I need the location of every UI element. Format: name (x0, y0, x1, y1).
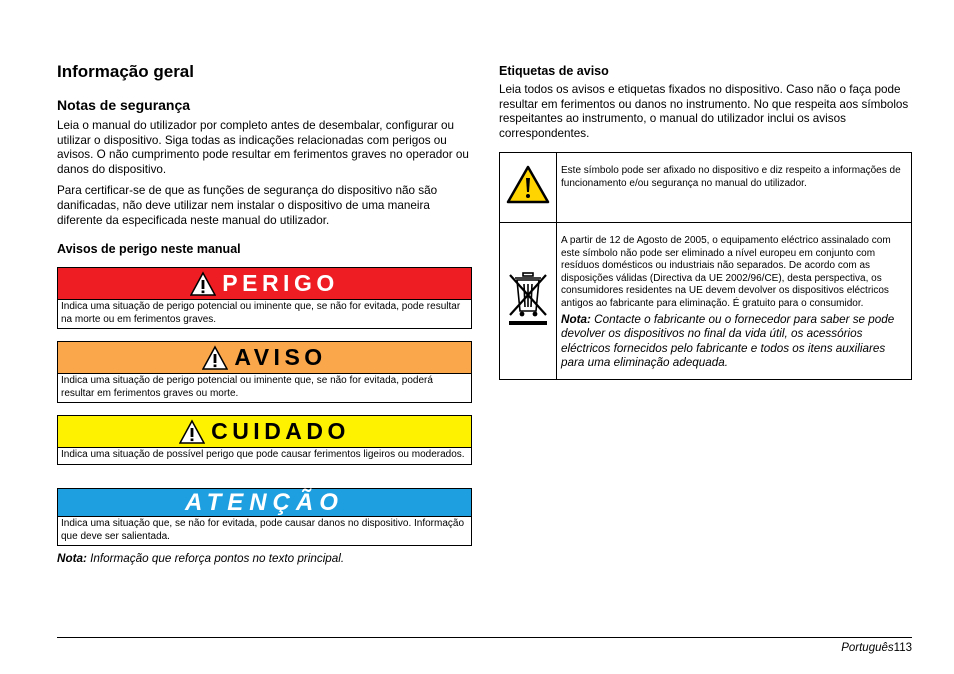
warning-label: AVISO (234, 344, 327, 370)
note (57, 552, 344, 565)
warning-triangle-icon (506, 165, 550, 205)
notice-label: ATENÇÃO (185, 488, 344, 516)
danger-banner (58, 268, 471, 300)
hazard-box-danger (57, 267, 472, 329)
table-row (500, 153, 912, 223)
notice-description: Indica uma situação que, se não for evitada, pode causar danos no dispositivo. Informação que deve ser salientada. (61, 518, 465, 542)
right-column (499, 64, 912, 141)
notice-banner (58, 489, 471, 517)
section-title: Informação geral (57, 62, 194, 81)
warning-triangle-icon (190, 271, 216, 297)
caution-label: CUIDADO (211, 418, 350, 444)
warning-description: Indica uma situação de perigo potencial ou iminente que, se não for evitada, poderá resultar em ferimentos graves ou morte. (61, 375, 433, 399)
weee-crossed-bin-icon (505, 269, 551, 329)
icon-cell (500, 153, 557, 223)
danger-description: Indica uma situação de perigo potencial ou iminente que, se não for evitada, pode resultar na morte ou em ferimentos graves. (61, 301, 461, 325)
left-column (57, 62, 472, 257)
weee-note (561, 313, 907, 371)
icon-cell (500, 223, 557, 380)
table-cell-text (557, 223, 912, 380)
note-label: Nota: (57, 552, 87, 565)
warning-labels-paragraph: Leia todos os avisos e etiquetas fixados no dispositivo. Caso não o faça pode resultar em ferimentos ou danos no instrumento. No que respeita aos símbolos respeitantes ao instrumento, o manual do utilizador inclui os avisos correspondentes. (499, 83, 909, 140)
note-text: Informação que reforça pontos no texto principal. (90, 552, 345, 565)
hazard-notices-title: Avisos de perigo neste manual (57, 242, 241, 257)
table-row (500, 223, 912, 380)
hazard-box-caution (57, 415, 472, 465)
page-number: 113 (893, 642, 912, 654)
table-cell-text: Este símbolo pode ser afixado no dispositivo e diz respeito a informações de funcionamento e/ou segurança no manual do utilizador. (557, 153, 912, 223)
warning-triangle-icon (202, 345, 228, 371)
caution-banner (58, 416, 471, 448)
warning-labels-title: Etiquetas de aviso (499, 64, 609, 78)
page-footer (841, 642, 912, 654)
weee-note-text: Contacte o fabricante ou o fornecedor para saber se pode devolver os dispositivos no final da vida útil, os acessórios eléctricos fornecidos pelo fabricante e todos os itens auxiliares para uma eliminação adequada. (561, 312, 895, 370)
warning-triangle-icon (179, 419, 205, 445)
footer-language: Português (841, 642, 894, 654)
caution-description: Indica uma situação de possível perigo que pode causar ferimentos ligeiros ou moderados. (61, 449, 465, 460)
precautionary-labels-table (499, 152, 912, 380)
safety-paragraph-2: Para certificar-se de que as funções de segurança do dispositivo não são danificadas, não deve utilizar nem instalar o dispositivo de uma maneira diferente da especificada neste manual do utilizador. (57, 184, 438, 227)
warning-banner (58, 342, 471, 374)
hazard-box-warning (57, 341, 472, 403)
weee-description: A partir de 12 de Agosto de 2005, o equipamento eléctrico assinalado com este símbolo não pode ser eliminado a nível europeu em conjunto com resíduos domésticos ou industriais não separados. De acordo com as disposições válidas (Directiva da UE 2002/96/CE), desta perspectiva, os consumidores residentes na UE devem devolver os dispositivos eléctricos antigos ao fabricante para eliminação. É gratuito para o consumidor. (561, 235, 891, 309)
safety-paragraph-1: Leia o manual do utilizador por completo antes de desembalar, configurar ou utilizar o dispositivo. Siga todas as indicações relacionadas com perigos ou avisos. O não cumprimento pode resultar em ferimentos graves no operador ou danos do dispositivo. (57, 119, 469, 176)
safety-notes-title: Notas de segurança (57, 97, 191, 113)
danger-label: PERIGO (222, 270, 339, 296)
weee-note-label: Nota: (561, 312, 591, 326)
footer-divider (57, 637, 912, 638)
hazard-box-notice (57, 488, 472, 546)
